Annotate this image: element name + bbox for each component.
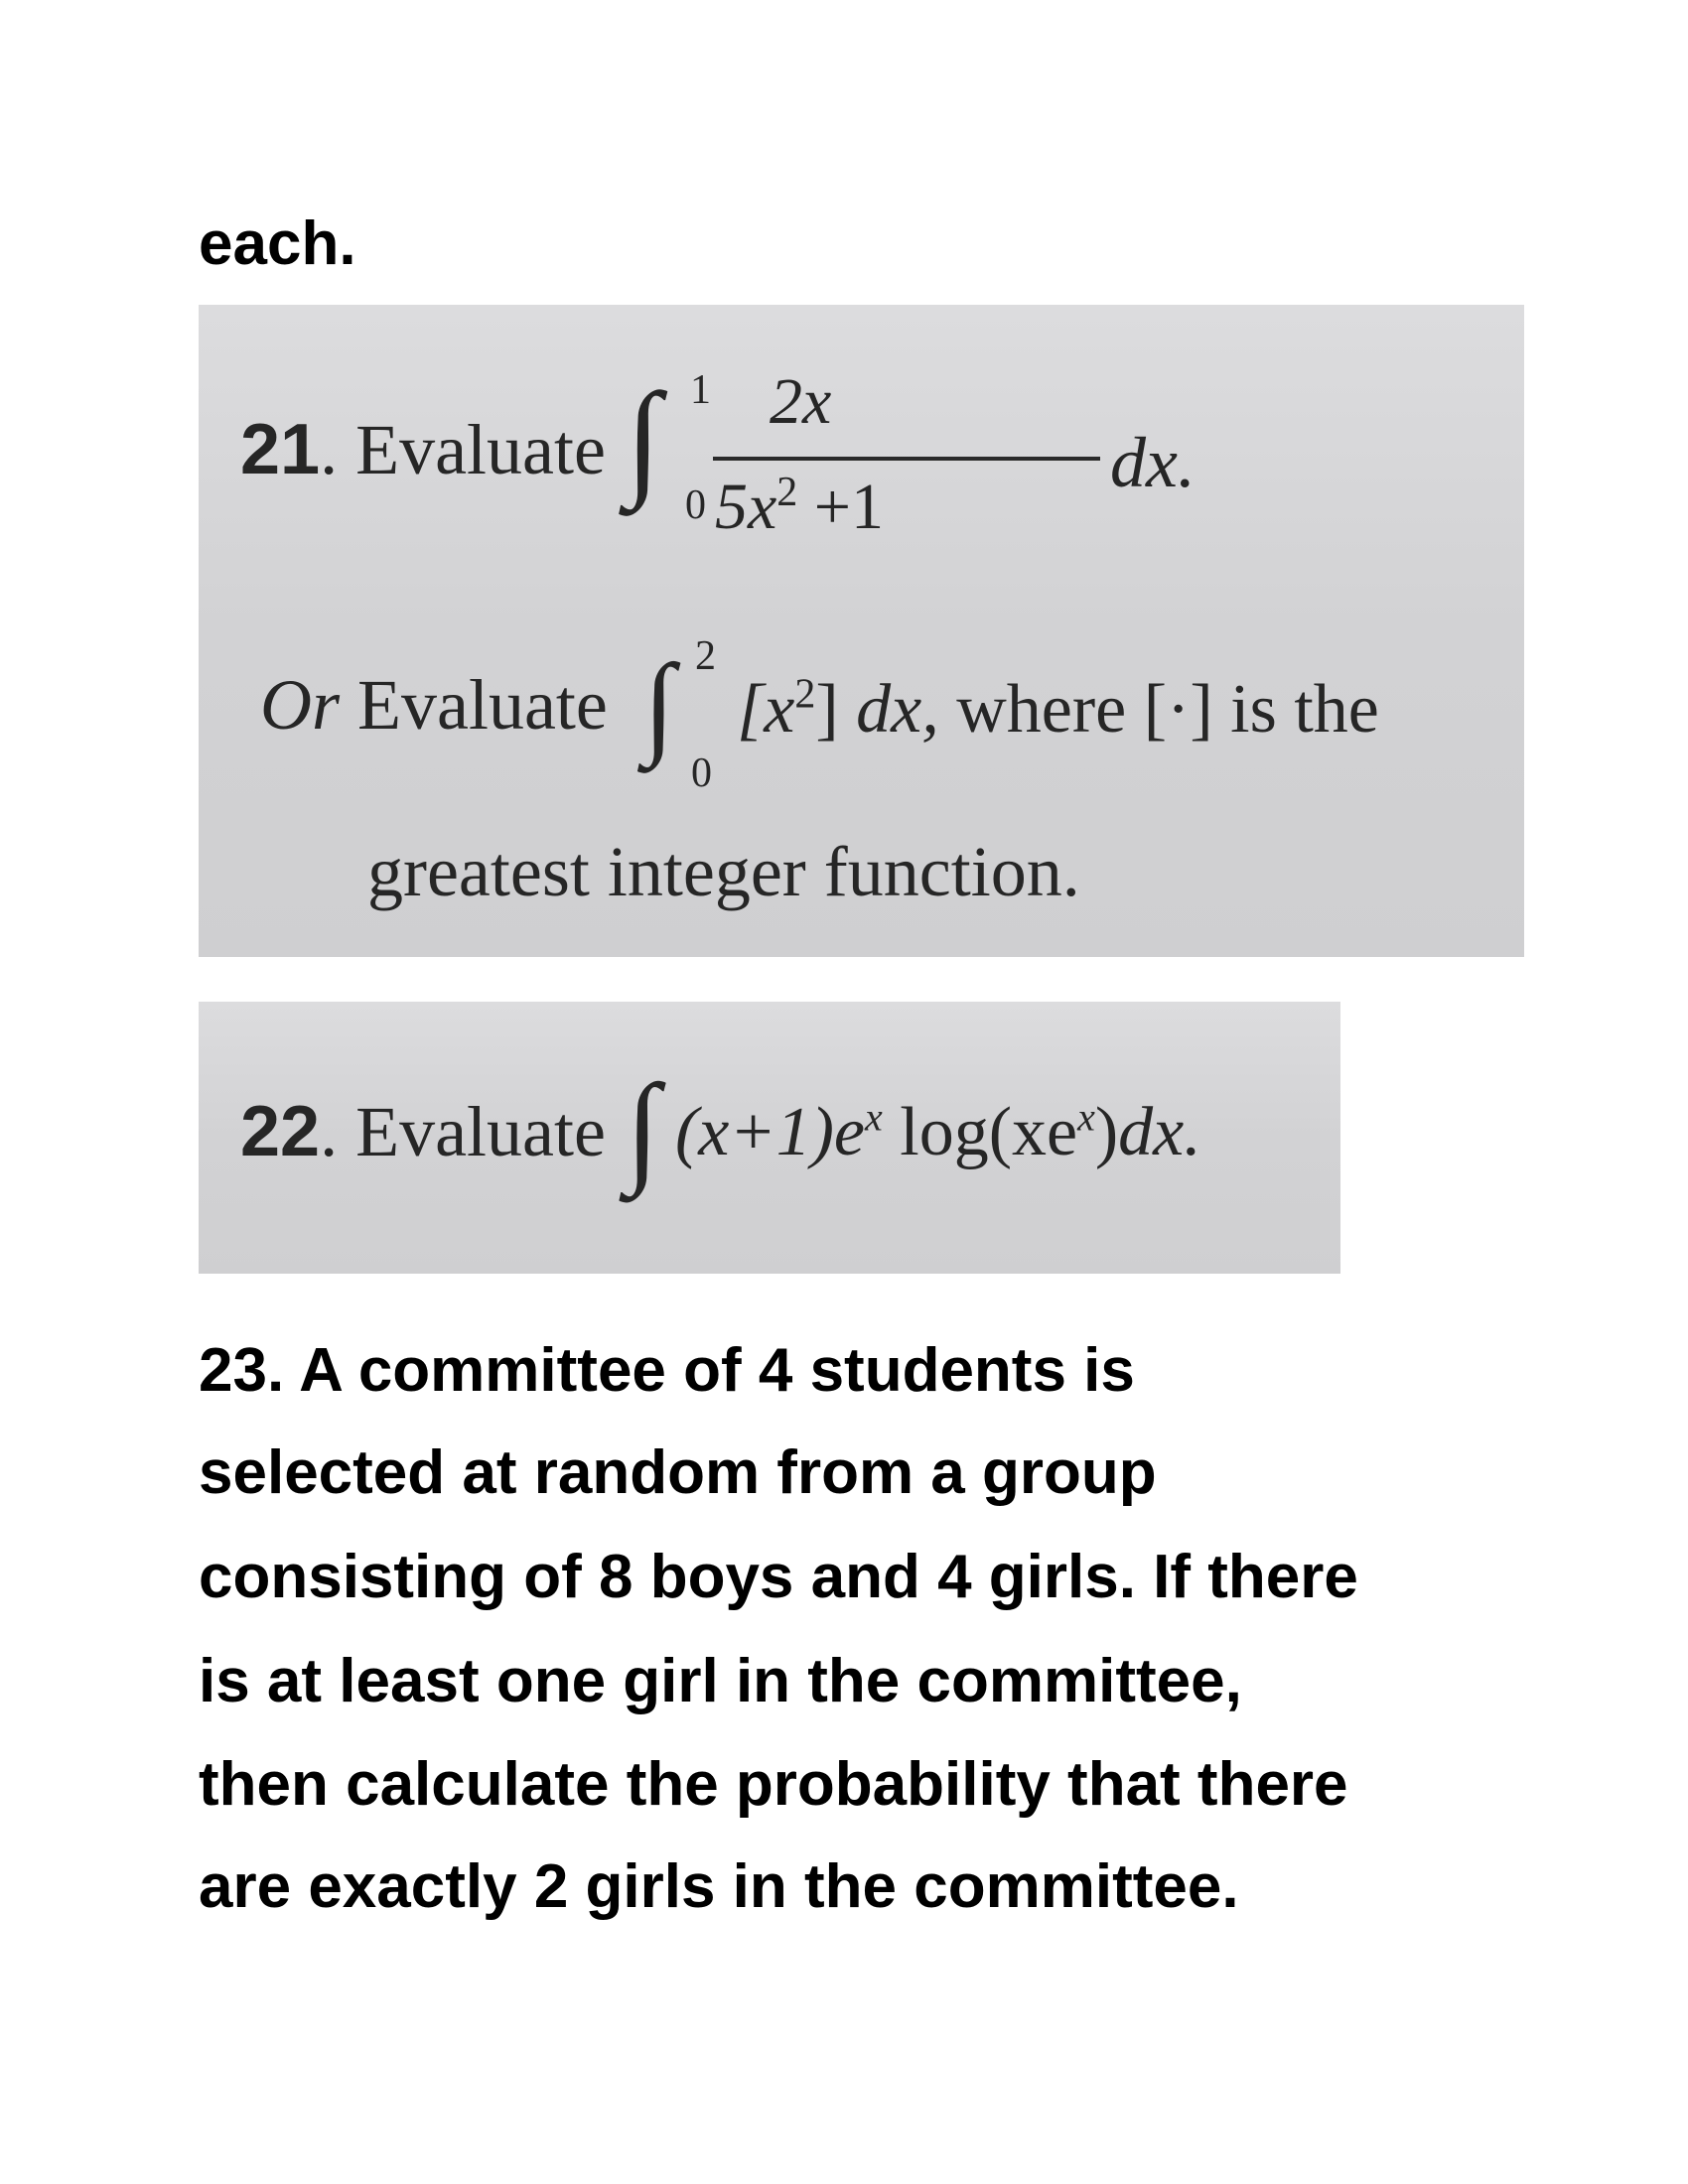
q22-number: 22 [240, 1092, 321, 1171]
q21-label [240, 409, 606, 491]
q21-denominator-tail: +1 [813, 471, 885, 543]
q21-alt-line2: greatest integer function. [367, 832, 1080, 911]
q21-upper-limit: 1 [690, 367, 711, 413]
q23-line: selected at random from a group [199, 1438, 1157, 1507]
q21-lower-limit: 0 [685, 482, 706, 528]
q22-expr-a: (x+1)e [675, 1094, 865, 1170]
q21-alt-integral-sign: ∫ [643, 641, 675, 767]
q21-or-label: Or [260, 665, 341, 745]
q23-line: then calculate the probability that there [199, 1750, 1348, 1819]
q22-expr-a-exp: x [865, 1094, 883, 1140]
q23-line: 23. A committee of 4 students is [199, 1336, 1135, 1405]
q21-alt-tail: where [·] is the [956, 671, 1379, 748]
q21-numerator: 2x [770, 365, 832, 438]
question-22-photo [199, 1002, 1340, 1274]
q22-dot: . [320, 1092, 339, 1171]
q21-or-line [260, 664, 608, 747]
q21-dot: . [320, 410, 339, 489]
q22-expr-b-exp: x [1077, 1094, 1095, 1140]
q21-denominator-base: 5x [715, 471, 777, 543]
q23-line: are exactly 2 girls in the committee. [199, 1852, 1239, 1921]
q21-alt-expression [737, 670, 1379, 750]
q23-line: is at least one girl in the committee, [199, 1647, 1242, 1715]
q22-expr-b: log(xe [882, 1094, 1078, 1170]
q21-differential: dx. [1110, 423, 1196, 502]
heading-fragment: each. [199, 209, 356, 278]
q23-line: consisting of 8 boys and 4 girls. If there [199, 1543, 1358, 1611]
q21-denominator-exp: 2 [776, 470, 798, 515]
q22-integral-sign: ∫ [626, 1060, 660, 1197]
q22-verb: Evaluate [355, 1092, 606, 1171]
q21-alt-upper-limit: 2 [695, 633, 716, 679]
q21-alt-integrand-exp: 2 [794, 671, 816, 718]
q22-expression [675, 1093, 1201, 1172]
q21-alt-integrand-close: ] [815, 671, 839, 748]
q21-verb: Evaluate [355, 410, 606, 489]
q21-denominator [715, 469, 884, 545]
q21-alt-differential: dx, [856, 671, 939, 748]
q22-label [240, 1091, 606, 1173]
q21-fraction-bar [713, 457, 1100, 461]
question-21-photo [199, 305, 1524, 957]
q21-alt-integrand-open: [x [737, 671, 795, 748]
q22-differential: dx. [1118, 1094, 1201, 1170]
q21-number: 21 [240, 410, 321, 489]
q22-expr-c: ) [1094, 1094, 1119, 1170]
q21-alt-lower-limit: 0 [691, 751, 712, 796]
q21-integral-sign: ∫ [626, 367, 661, 510]
q21-alt-verb: Evaluate [357, 665, 608, 745]
